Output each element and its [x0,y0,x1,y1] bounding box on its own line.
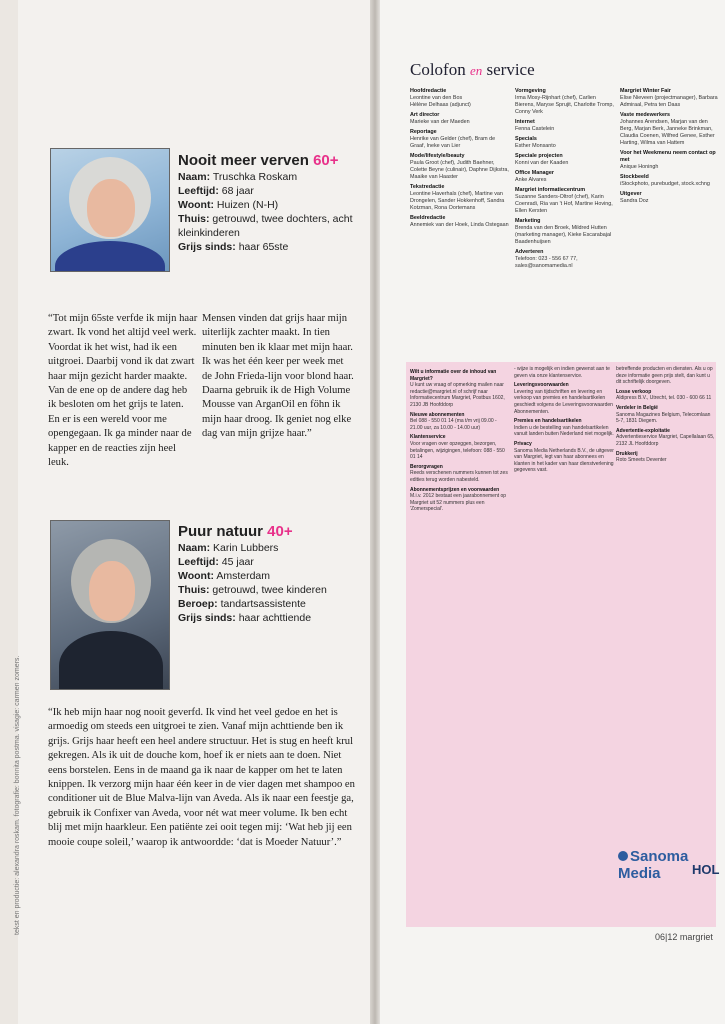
profile-2-row: Beroep: tandartsassistente [178,598,306,610]
section-text: Leontine Haverhals (chef), Martine van Drongelen, Sander Hokkenhoff, Sandra Kotzman, Rona Oortemans [410,191,505,211]
section-heading: Verdeler in België [616,404,658,411]
section-text: Marieke van der Maeden [410,119,470,125]
section-text: Anke Alvares [515,177,547,183]
section-heading: Mode/lifestyle/beauty [410,153,465,159]
service-col-1 [410,366,510,513]
section-text: Sanoma Magazines Belgium, Telecomlaan 5-7, 1831 Diegem. [616,411,711,425]
section-text: betreffende producten en diensten. Als u op deze informatie geen prijs stelt, dan kunt u dit schriftelijk doorgeven. [616,366,713,386]
section-text: iStockphoto, purebudget, stock.xchng [620,181,710,187]
section-text: Advertentieservice Margriet, Capellalaan 65, 2132 JL Hoofddorp [616,434,715,447]
section-heading: Internet [515,119,535,125]
section-text: Levering van tijdschriften en levering en verkoop van premies en handelsartikelen geschiedt volgens de Leveringsvoorwaarden Abonnementen. [514,388,613,415]
colofon-title: Colofon en service [410,60,535,79]
section-text: Bel 088 - 550 01 14 (ma t/m vrij 09.00 - 21.00 uur, za 10.00 - 14.00 uur) [410,418,497,431]
page-gutter [370,0,380,1024]
section-text: Suzanne Sanders-Oltrof (chef), Karin Coenradi, Ria van 't Hof, Martine Hoving, Ellen Kersten [515,194,613,214]
profile-1-row: Leeftijd: 68 jaar [178,185,254,197]
section-heading: Office Manager [515,170,554,176]
section-text: Henrike van Gelder (chef), Bram de Graaf, Ineke van Lier [410,136,496,149]
profile-2-row: Naam: Karin Lubbers [178,542,279,554]
section-heading: Berorgvragen [410,463,443,470]
section-text: M.i.v. 2012 bestaat een jaarabonnement op Margriet uit 52 nummers plus een 'Zomerspecial'. [410,493,507,513]
hol-logo: HOL [692,862,720,877]
service-col-3 [616,366,716,464]
section-text: Sandra Doz [620,198,649,204]
section-text: Fenna Castelein [515,126,555,132]
section-text: Irma Mosy-Rijnhart (chef), Carlien Bierens, Maryse Sprujit, Charlotte Tromp, Conny Verk [515,95,614,115]
section-heading: Art director [410,112,440,118]
profile-2-row: Thuis: getrouwd, twee kinderen [178,584,327,596]
section-text: Telefoon: 023 - 556 67 77, sales@sanomamedia.nl [515,256,578,269]
section-text: Roto Smeets Deventer [616,457,667,464]
section-text: Johannes Arendsen, Marjan van den Berg, Marjan Berk, Janneke Brinkman, Claudia Coenen, Wilfred Genee, Esther Harting, Wilma van Hattem [620,119,715,146]
service-col-2 [514,366,614,474]
portrait-photo-truschka [50,148,170,272]
colofon-col-1 [410,85,510,229]
section-heading: Beeldredactie [410,215,446,221]
section-text: - wijze is mogelijk en indien gewenst aan te geven via onze klantenservice. [514,366,610,379]
section-heading: Vormgeving [515,88,546,94]
section-heading: Specials [515,136,537,142]
section-heading: Tekstredactie [410,184,445,190]
section-text: Paula Groot (chef), Judith Baehner, Colette Beyne (culinair), Daphne Dijkstra, Maaike van Haaster [410,160,509,180]
section-text: Anique Honingh [620,164,659,170]
section-text: Annemiek van der Hoek, Linda Ostegaan [410,222,509,228]
colofon-col-3 [620,85,720,205]
section-text: Indien u de bestelling van handelsartikelen vanuit landen buiten Nederland niet mogelijk. [514,424,614,438]
section-heading: Margriet informatiecentrum [515,187,586,193]
section-text: Voor vragen over opzeggen, bezorgen, betalingen, wijzigingen, telefoon: 088 - 550 01 14 [410,440,505,461]
section-heading: Reportage [410,129,437,135]
section-heading: Stockbeeld [620,174,649,180]
section-text: U kunt uw vraag of opmerking mailen naar redactie@margriet.nl of schrijf naar Informatiecentrum Margriet, Postbus 1602, 2130 JB Hoofddorp [410,382,505,408]
section-text: Hélène Delhaas (adjunct) [410,102,471,108]
profile-1-row: Thuis: getrouwd, twee dochters, acht kleinkinderen [178,213,353,239]
profile-1-text-col1: “Tot mijn 65ste verfde ik mijn haar zwart. Ik vond het altijd veel werk. Voordat ik het wist, had ik een uitgroei. Daarbij vond ik dat zwart haar mijn gezicht harder maakte. Van de ene op de andere dag heb ik besloten om het grijs te laten. En er is een wereld voor me opengegaan. Ik ga minder naar de kapper en de reacties zijn heel leuk. [48,313,198,469]
section-heading: Premies en handelsartikelen [514,418,582,425]
profile-1-row: Woont: Huizen (N-H) [178,199,279,211]
section-text: Sanoma Media Netherlands B.V., de uitgever van Margriet, legt van haar abonnees en klanten in het kader van haar dienstverlening gegevens vast. [514,447,614,474]
colofon-col-2 [515,85,615,270]
section-heading: Hoofdredactie [410,88,447,94]
section-text: Leontine van den Bos [410,95,463,101]
section-heading: Voor het Weekmenu neem contact op met [620,150,716,163]
profile-2-title: Puur natuur 40+ [178,523,293,540]
section-heading: Nieuwe abonnementen [410,411,465,418]
section-text: Esther Monsanto [515,143,556,149]
section-heading: Vaste medewerkers [620,112,671,118]
section-text: Konni van der Kaaden [515,160,569,166]
section-heading: Wilt u informatie over de inhoud van Margriet? [410,369,497,382]
profile-1-text-col2: Mensen vinden dat grijs haar mijn uiterlijk zachter maakt. In tien minuten ben ik klaar met mijn haar. Ik was het één keer per week met de John Frieda-lijn voor blond haar. Daarna gebruik ik de High Volume Mousse van ArganOil en föhn ik mijn haar droog. Ik geniet nog elke dag van mijn grijze haar.” [202,313,354,440]
section-heading: Leveringsvoorwaarden [514,382,569,389]
profile-2-row: Grijs sinds: haar achttiende [178,612,312,624]
profile-card-2 [178,523,358,625]
profile-2-row: Woont: Amsterdam [178,570,270,582]
profile-2-text: “Ik heb mijn haar nog nooit geverfd. Ik vind het veel gedoe en het is armoedig om steeds een uitgroei te zien. Vanaf mijn achttiende ben ik grijs. Grijs haar heeft een heel andere structuur. Het is stug en heeft krul gekregen. Als ik uit de douche kom, hoef ik er niets aan te doen. Niet eens borstelen. Eens in de maand ga ik naar de kapper om het te laten knippen. Ik verzorg mijn haar één keer in de vier dagen met shampoo en conditioner uit de Blue Malva-lijn van Aveda. Als ik naar een feestje ga, gebruik ik Confixer van Aveda, voor nét wat meer volume. Ik ben echt blij met mijn haarkleur. Een patiënte zei ooit tegen mij: ‘Wat heb jij een mooie coupe soleil,’ waarop ik antwoordde: ‘dat is Moeder Natuur’.” [48,707,355,848]
profile-1-row: Naam: Truschka Roskam [178,171,298,183]
page-footer: 06|12 margriet [655,932,713,942]
section-text: Elise Nieveen (projectmanager), Barbara Admiraal, Petra ten Daas [620,95,718,108]
section-text: Aldipress B.V., Utrecht, tel. 030 - 600 66 11 [616,395,712,402]
profile-1-title: Nooit meer verven 60+ [178,152,339,169]
section-heading: Klantenservice [410,434,446,441]
profile-2-row: Leeftijd: 45 jaar [178,556,254,568]
section-heading: Abonnementsprijzen en voorwaarden [410,486,500,493]
section-heading: Drukkerij [616,450,638,457]
profile-card-1 [178,152,358,254]
section-heading: Adverteren [515,249,544,255]
photo-credit: tekst en productie: alexandra roskam. fotografie: bonnita postma. visagie: carmen zomers. [14,655,21,935]
section-heading: Uitgever [620,191,642,197]
section-text: Reeds verschenen nummers kunnen tot zes edities terug worden nabesteld. [410,470,508,483]
section-heading: Losse verkoop [616,388,652,395]
portrait-photo-karin [50,520,170,690]
section-heading: Marketing [515,218,541,224]
profile-1-row: Grijs sinds: haar 65ste [178,241,289,253]
section-heading: Advertentie-exploitatie [616,427,670,434]
sanoma-media-logo: Sanoma Media [618,848,689,882]
section-heading: Privacy [514,440,532,447]
section-text: Brenda van den Broek, Mildred Hutten (marketing manager), Kieke Escarabajal Baadenhuijsen [515,225,612,245]
section-heading: Margriet Winter Fair [620,88,671,94]
section-heading: Speciale projecten [515,153,563,159]
sanoma-logo-icon [618,851,628,861]
